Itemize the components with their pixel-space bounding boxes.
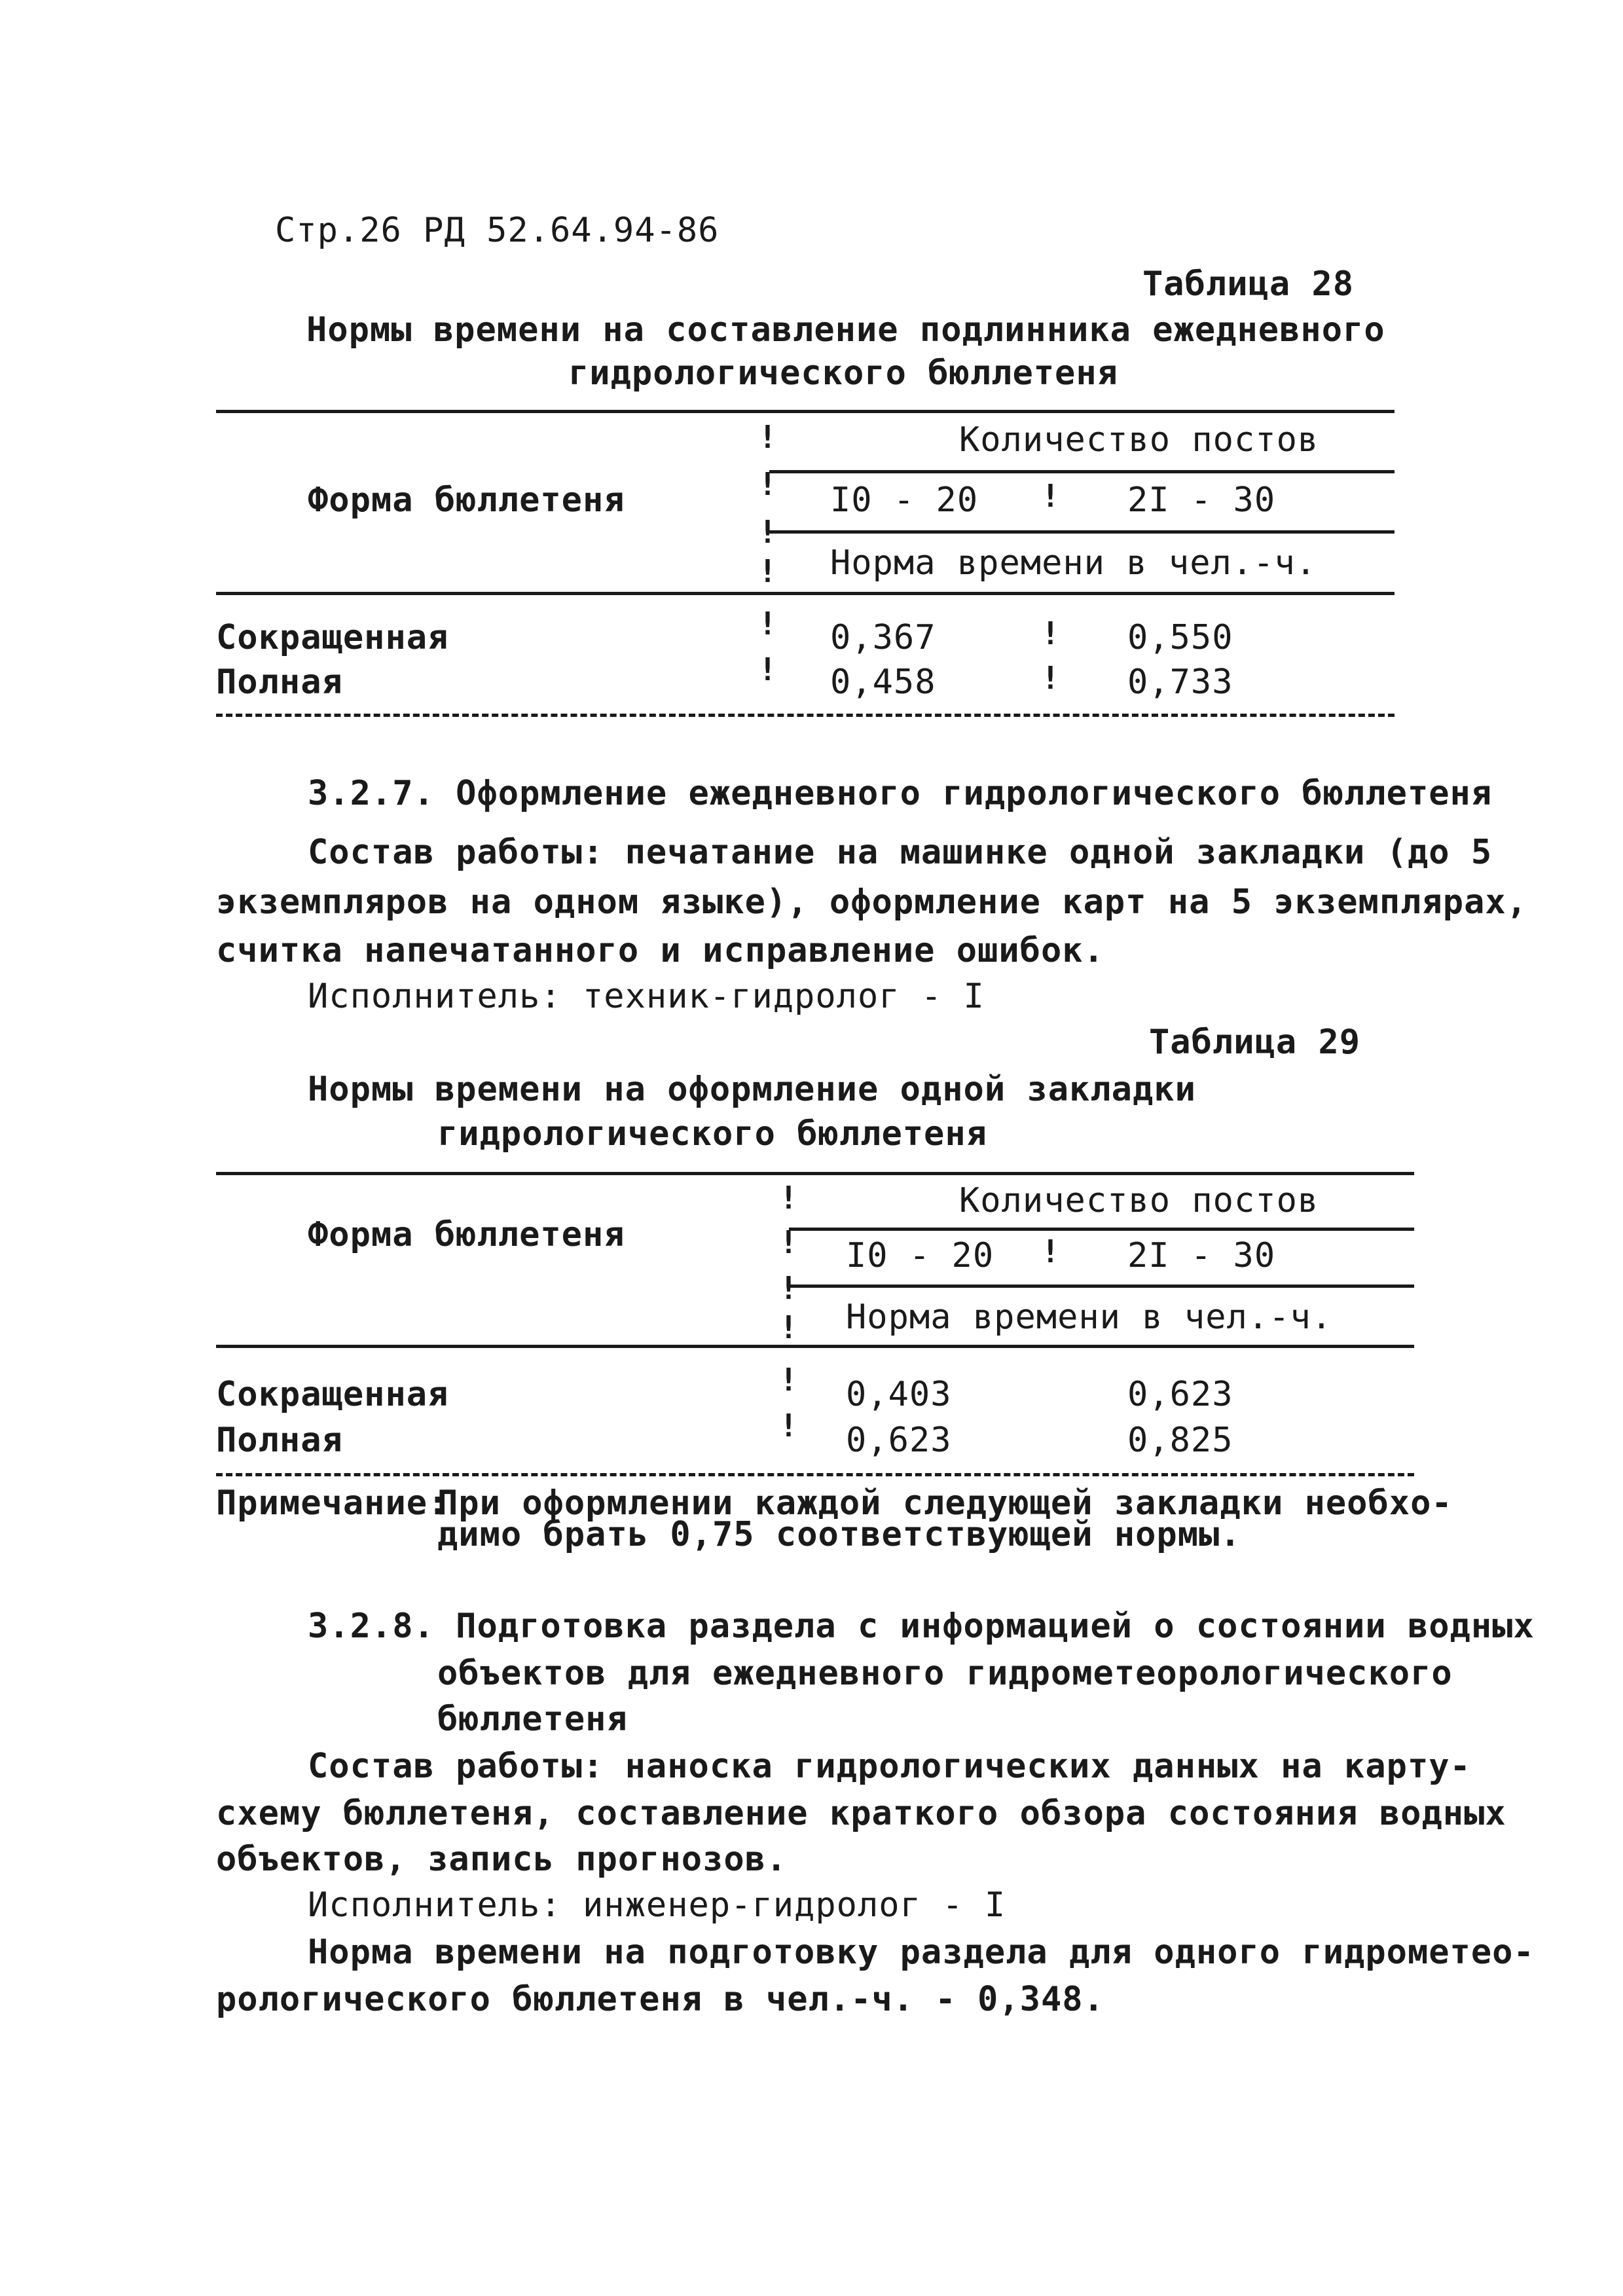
table29-row-name: Полная <box>216 1421 343 1460</box>
table28-sub-separator: ! <box>1041 478 1060 515</box>
section328-executor: Исполнитель: инженер-гидролог - I <box>308 1886 1006 1925</box>
table28-bottom-rule <box>216 714 1395 717</box>
table29-separator: ! <box>779 1362 798 1398</box>
table29-sub2: 2I - 30 <box>1127 1236 1276 1275</box>
section328-work-line3: объектов, запись прогнозов. <box>216 1840 788 1879</box>
table28-col-form: Форма бюллетеня <box>308 481 625 520</box>
table29-row-v1: 0,403 <box>846 1375 952 1414</box>
section328-norm-line2: рологического бюллетеня в чел.-ч. - 0,348. <box>216 1980 1104 2019</box>
table28-separator: ! <box>758 419 777 456</box>
section328-heading-line3: бюллетеня <box>437 1700 628 1739</box>
table28-top-rule <box>216 410 1395 413</box>
table29-sub-rule <box>789 1285 1414 1288</box>
page-header: Стр.26 РД 52.64.94-86 <box>275 211 720 250</box>
table28-sub1: I0 - 20 <box>830 481 979 520</box>
table28-title-line2: гидрологического бюллетеня <box>568 354 1118 393</box>
section327-heading: 3.2.7. Оформление ежедневного гидрологического бюллетеня <box>308 774 1493 813</box>
section328-heading-line1: 3.2.8. Подготовка раздела с информацией о состоянии водных <box>308 1607 1535 1646</box>
table28-group-rule <box>769 470 1395 473</box>
table29-col-group: Количество постов <box>959 1181 1319 1220</box>
table29-separator: ! <box>779 1224 798 1261</box>
section328-norm-line1: Норма времени на подготовку раздела для одного гидрометео- <box>308 1933 1535 1972</box>
table29-col-form: Форма бюллетеня <box>308 1215 625 1254</box>
table29-separator: ! <box>779 1309 798 1346</box>
table29-row-v1: 0,623 <box>846 1421 952 1460</box>
table29-group-rule <box>789 1228 1414 1231</box>
table28-label: Таблица 28 <box>1142 264 1355 304</box>
table29-separator: ! <box>779 1270 798 1307</box>
table28-sub2: 2I - 30 <box>1127 481 1276 520</box>
table29-row-name: Сокращенная <box>216 1375 449 1414</box>
table29-title-line1: Нормы времени на оформление одной закладки <box>308 1070 1196 1109</box>
table29-sub-separator: ! <box>1041 1233 1060 1270</box>
section327-work-line1: Состав работы: печатание на машинке одной закладки (до 5 <box>308 833 1493 872</box>
table28-header-rule <box>216 592 1395 595</box>
table29-row-v2: 0,623 <box>1127 1375 1233 1414</box>
section327-work-line3: считка напечатанного и исправление ошибок. <box>216 931 1104 970</box>
table28-row-v1: 0,458 <box>830 663 936 702</box>
table28-row-name: Сокращенная <box>216 618 449 657</box>
table28-title-line1: Нормы времени на составление подлинника ежедневного <box>306 310 1385 350</box>
section328-heading-line2: объектов для ежедневного гидрометеорологического <box>437 1654 1453 1693</box>
table29-norm-label: Норма времени в чел.-ч. <box>846 1298 1333 1337</box>
table29-bottom-rule <box>216 1473 1414 1476</box>
table29-separator: ! <box>779 1180 798 1216</box>
section327-executor: Исполнитель: техник-гидролог - I <box>308 977 985 1016</box>
table29-top-rule <box>216 1172 1414 1175</box>
table29-row-v2: 0,825 <box>1127 1421 1233 1460</box>
table28-separator: ! <box>758 651 777 688</box>
table29-note-line1: При оформлении каждой следующей закладки необхо- <box>437 1484 1453 1523</box>
table29-label: Таблица 29 <box>1149 1023 1361 1062</box>
table29-separator: ! <box>779 1408 798 1444</box>
table28-row-name: Полная <box>216 663 343 702</box>
table29-header-rule <box>216 1345 1414 1348</box>
table29-note-line2: димо брать 0,75 соответствующей нормы. <box>437 1515 1241 1554</box>
table28-separator: ! <box>758 606 777 642</box>
section328-work-line1: Состав работы: наноска гидрологических данных на карту- <box>308 1747 1471 1786</box>
table28-row-v2: 0,733 <box>1127 663 1233 702</box>
section328-work-line2: схему бюллетеня, составление краткого обзора состояния водных <box>216 1794 1506 1833</box>
table28-separator: ! <box>758 553 777 590</box>
table29-note-label: Примечание: <box>216 1484 449 1523</box>
table28-norm-label: Норма времени в чел.-ч. <box>830 543 1317 583</box>
table29-title-line2: гидрологического бюллетеня <box>437 1114 987 1154</box>
table28-sub-rule <box>769 530 1395 534</box>
table28-row-v1: 0,367 <box>830 618 936 657</box>
table28-separator: ! <box>1041 660 1060 697</box>
table29-sub1: I0 - 20 <box>846 1236 994 1275</box>
table28-separator: ! <box>1041 615 1060 652</box>
table28-row-v2: 0,550 <box>1127 618 1233 657</box>
table28-separator: ! <box>758 514 777 551</box>
table28-separator: ! <box>758 466 777 503</box>
table28-col-group: Количество постов <box>959 420 1319 460</box>
section327-work-line2: экземпляров на одном языке), оформление карт на 5 экземплярах, <box>216 883 1528 922</box>
